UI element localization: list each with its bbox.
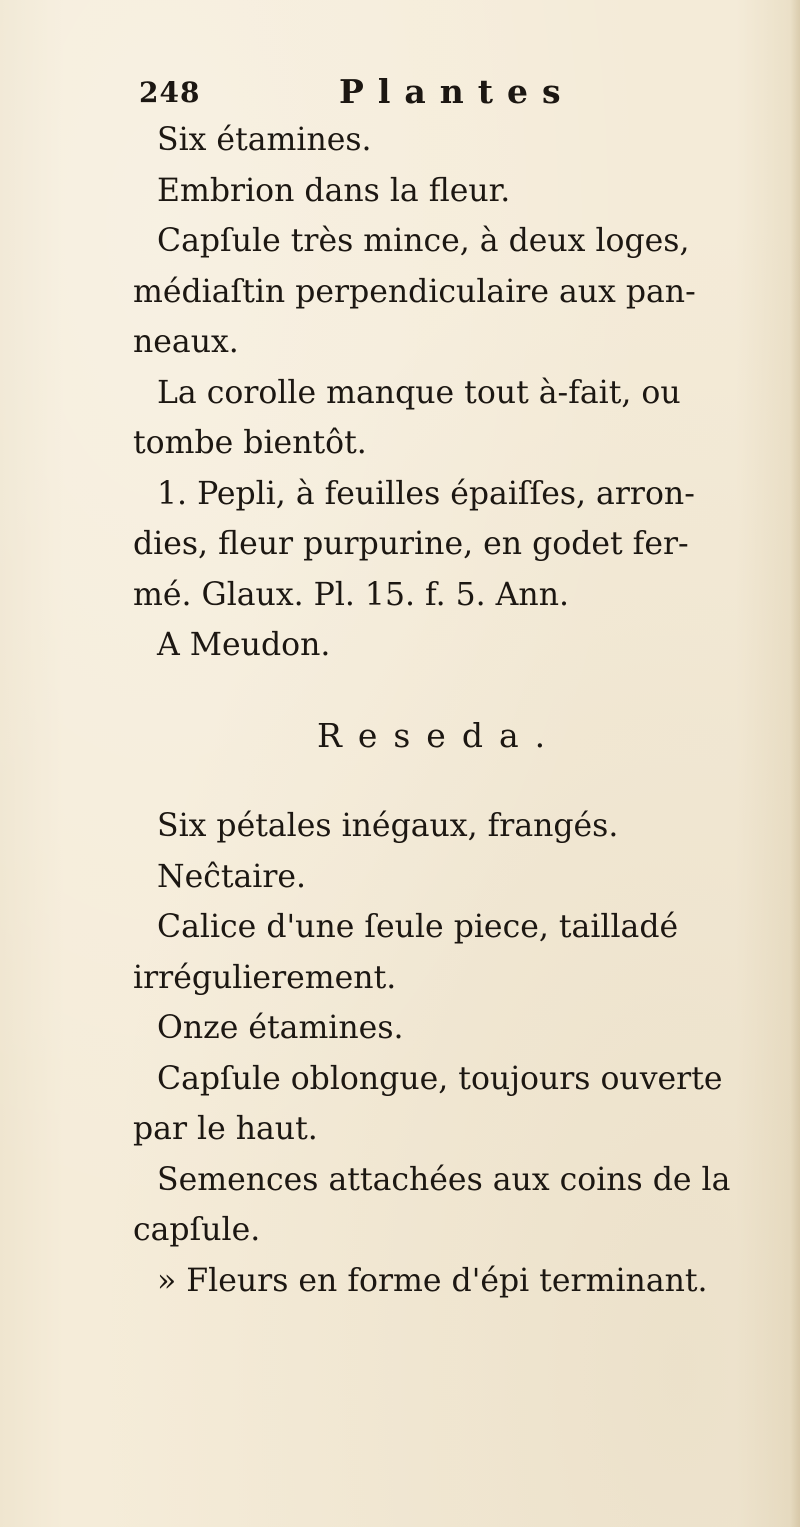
text-line: médiaſtin perpendiculaire aux pan- <box>133 273 696 310</box>
text-line: Six pétales inégaux, frangés. <box>157 808 619 844</box>
text-line: Embrion dans la fleur. <box>157 172 511 209</box>
section-heading: Reseda. <box>317 715 562 755</box>
text-line: 1. Pepli, à feuilles épaiſſes, arron- <box>157 475 695 512</box>
text-line: par le haut. <box>133 1111 318 1147</box>
text-line: A Meudon. <box>157 627 331 663</box>
text-line: La corolle manque tout à-fait, ou <box>157 374 681 411</box>
running-head: Plantes <box>339 72 575 111</box>
text-line: Onze étamines. <box>157 1010 404 1046</box>
spacer <box>133 671 773 711</box>
text-line: neaux. <box>133 324 239 360</box>
body-text <box>133 115 773 1306</box>
text-line: Calice d'une ſeule piece, tailladé <box>157 909 679 945</box>
page-number: 248 <box>139 76 201 109</box>
text-line: Neĉtaire. <box>157 858 307 895</box>
text-line: » Fleurs en forme d'épi terminant. <box>157 1262 708 1299</box>
text-line: Semences attachées aux coins de la <box>157 1161 731 1198</box>
page-edge-shadow <box>790 0 800 1527</box>
text-line: Capſule très mince, à deux loges, <box>157 223 690 259</box>
text-line: irrégulierement. <box>133 959 397 996</box>
text-line: Capſule oblongue, toujours ouverte <box>157 1060 723 1097</box>
text-line: tombe bientôt. <box>133 425 367 461</box>
text-line: mé. Glaux. Pl. 15. f. 5. Ann. <box>133 576 570 613</box>
spacer <box>133 761 773 801</box>
text-line: capſule. <box>133 1212 261 1248</box>
text-line: Six étamines. <box>157 122 372 158</box>
text-line: dies, fleur purpurine, en godet fer- <box>133 526 689 562</box>
